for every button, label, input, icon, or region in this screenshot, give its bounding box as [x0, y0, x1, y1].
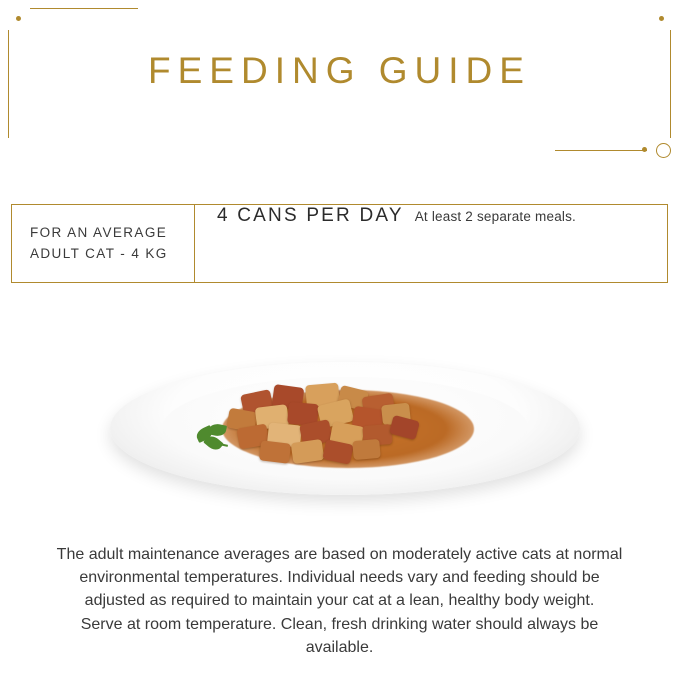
corner-ornament-right-accent	[531, 140, 671, 164]
average-cat-label-line1: FOR AN AVERAGE	[30, 224, 168, 240]
food-chunk	[352, 439, 381, 460]
accent-dot	[642, 147, 647, 152]
average-cat-label-line2: ADULT CAT - 4 KG	[30, 245, 168, 261]
title-section	[0, 50, 679, 92]
corner-dot	[16, 16, 21, 21]
feeding-panel-right-cell	[195, 205, 667, 282]
feeding-panel	[11, 204, 668, 283]
accent-ring	[656, 143, 671, 158]
corner-line-horizontal	[30, 8, 138, 9]
food-chunk	[291, 439, 325, 464]
accent-line-horizontal	[555, 150, 647, 151]
parsley-garnish	[196, 428, 236, 456]
food-illustration	[110, 362, 580, 502]
corner-dot	[659, 16, 664, 21]
feeding-panel-left-cell	[12, 205, 195, 282]
cans-per-day-note: At least 2 separate meals.	[414, 209, 576, 224]
cans-per-day-amount: 4 CANS PER DAY	[217, 205, 404, 226]
footer-paragraph-2: Serve at room temperature. Clean, fresh drinking water should always be available.	[80, 615, 599, 656]
food-chunk	[259, 440, 291, 464]
page-title: FEEDING GUIDE	[148, 50, 531, 91]
footer-text-block	[0, 543, 679, 659]
footer-paragraph-1: The adult maintenance averages are based on moderately active cats at normal environmental temperatures. Individual needs vary and feeding should be adjusted as required to maintain your cat at a lean, healthy body weight.	[56, 546, 623, 610]
